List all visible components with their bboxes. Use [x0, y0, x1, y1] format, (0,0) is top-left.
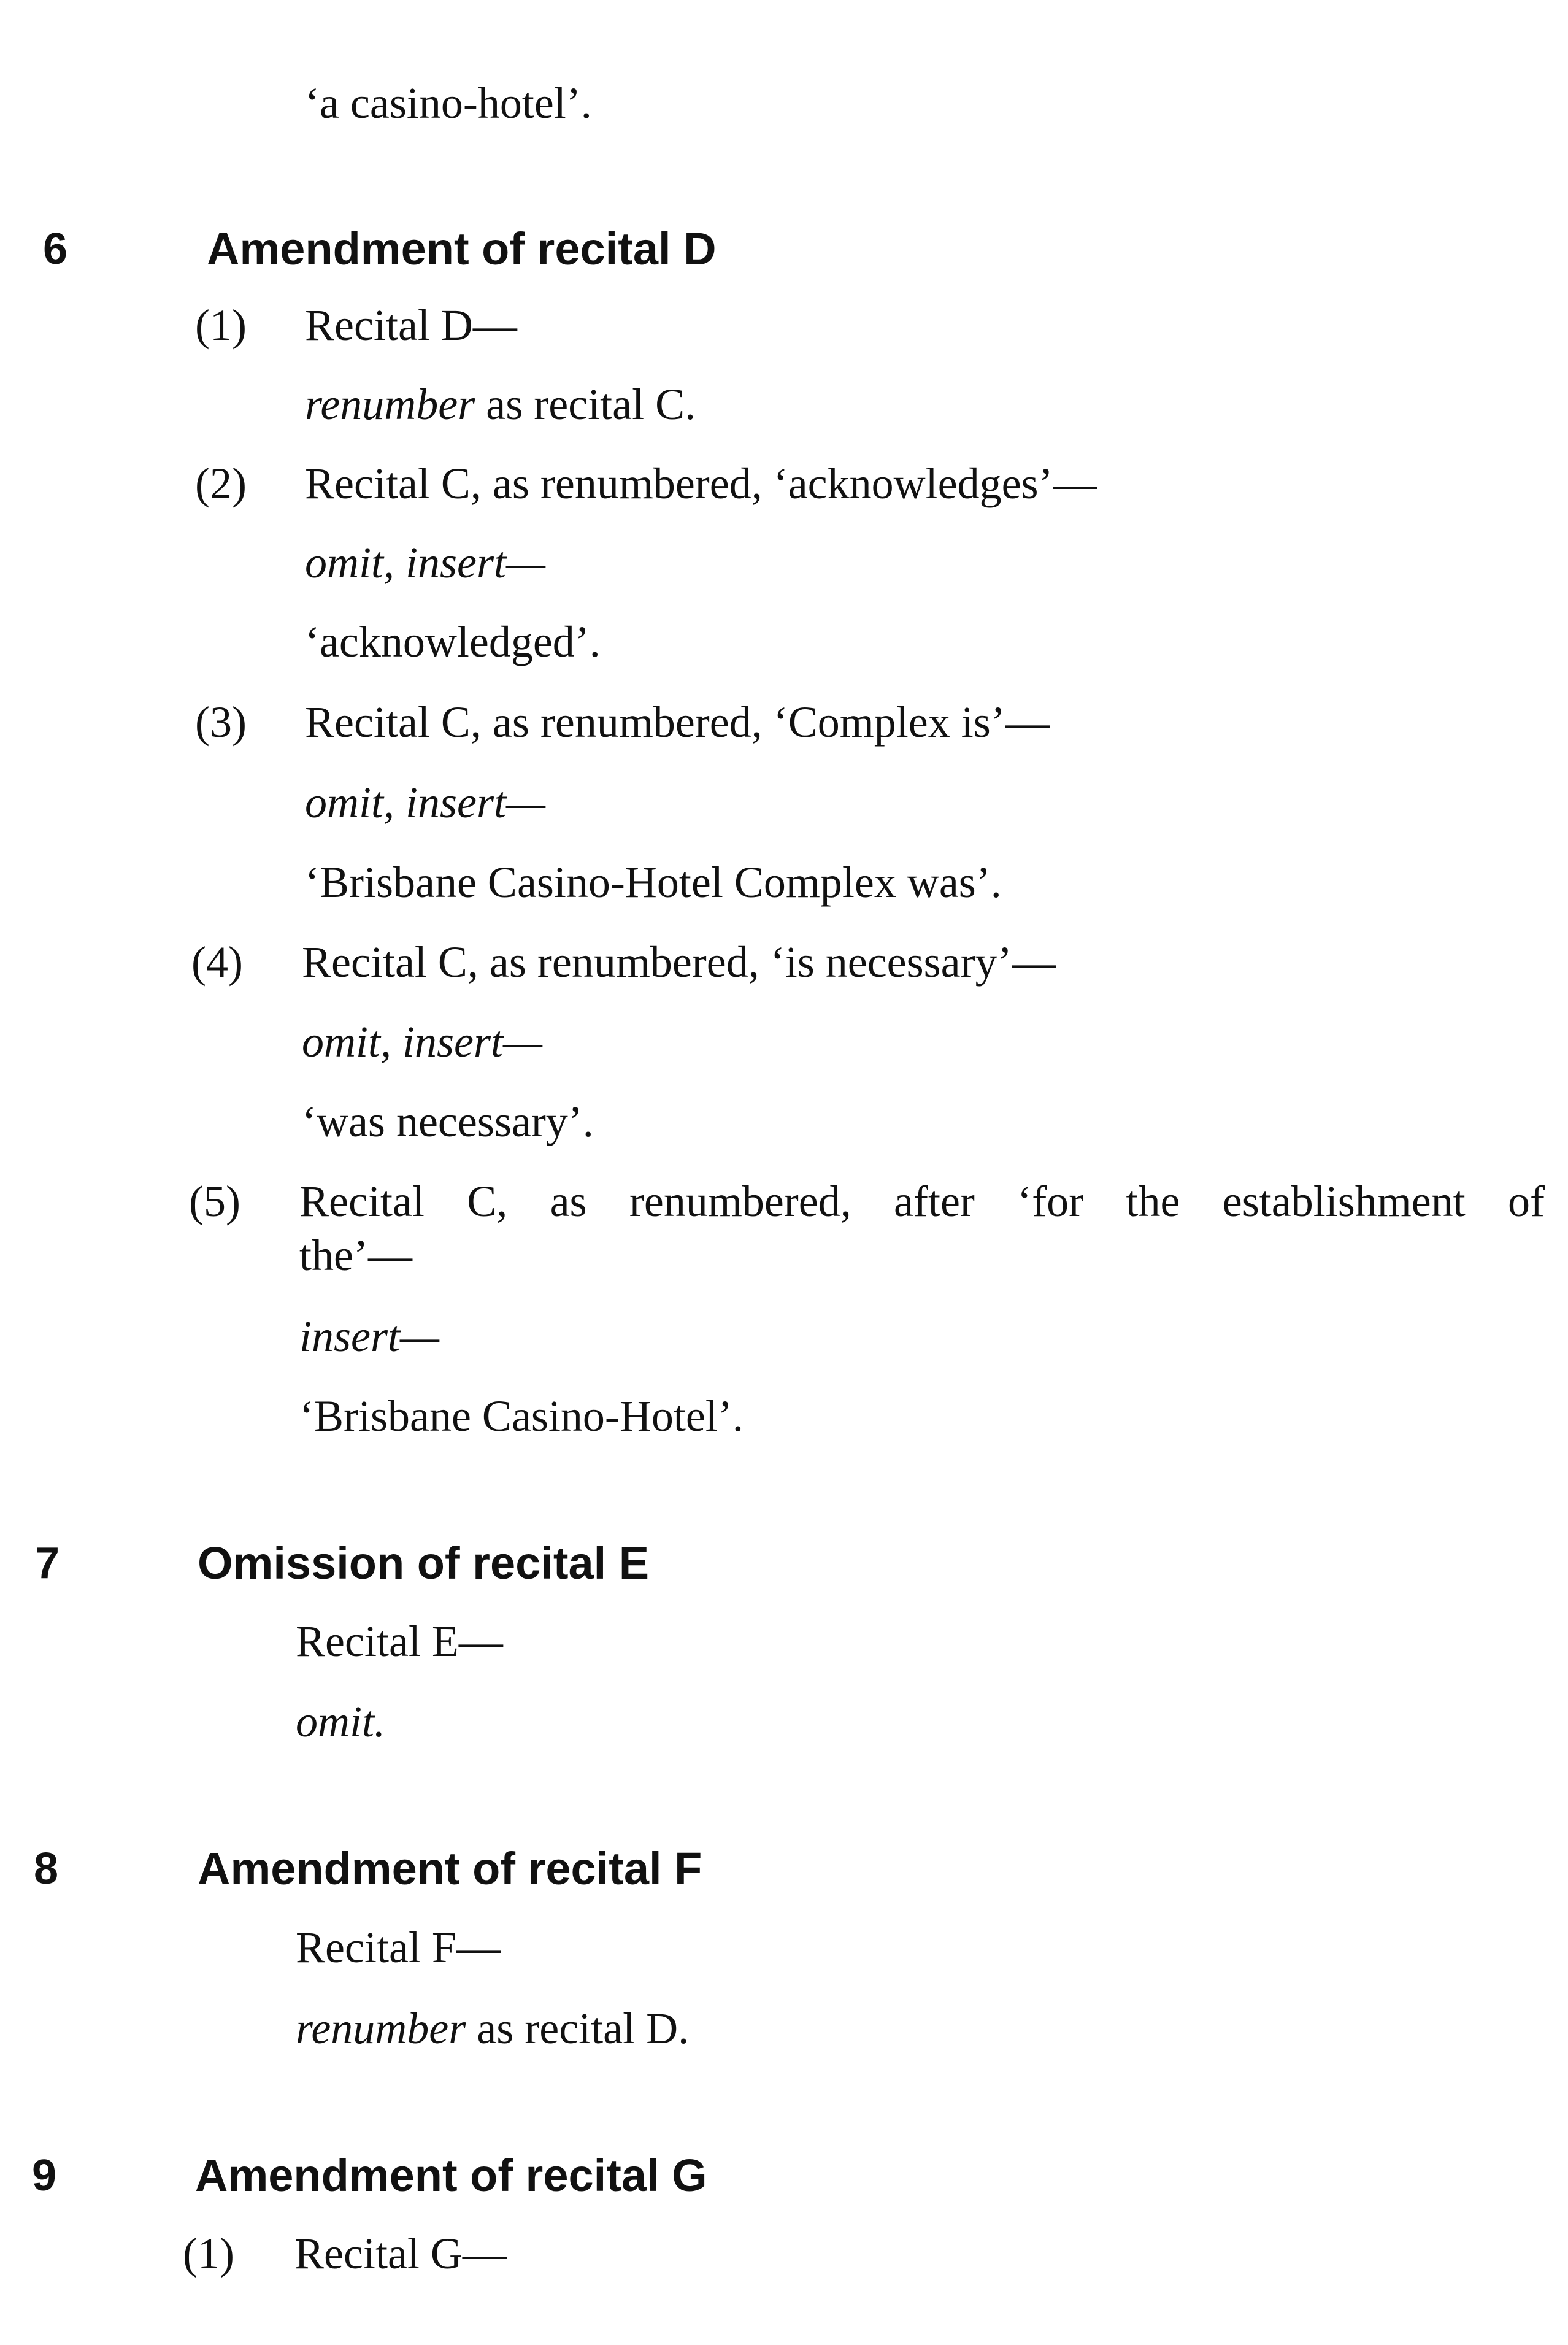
inserted-text: ‘was necessary’. [302, 1097, 594, 1146]
subsection-number: (4) [191, 938, 243, 987]
amendment-target: Recital E— [296, 1617, 503, 1666]
amendment-target: Recital C, as renumbered, ‘acknowledges’— [305, 459, 1097, 508]
amendment-action: omit, insert— [302, 1017, 543, 1066]
section-number: 8 [34, 1844, 59, 1893]
amendment-target: Recital F— [296, 1923, 501, 1972]
inserted-text: ‘Brisbane Casino-Hotel’. [299, 1392, 744, 1441]
section-number: 7 [35, 1539, 60, 1588]
subsection-number: (3) [195, 698, 247, 747]
amendment-target: Recital C, as renumbered, ‘is necessary’— [302, 938, 1056, 987]
subsection-number: (1) [195, 301, 247, 350]
amendment-target: Recital G— [294, 2229, 507, 2278]
subsection-number: (2) [195, 459, 247, 508]
section-number: 6 [43, 225, 68, 274]
section-number: 9 [32, 2151, 57, 2200]
amendment-action: renumber as recital C. [305, 380, 696, 429]
amendment-action: renumber as recital D. [296, 2004, 690, 2053]
amendment-action: omit, insert— [305, 538, 546, 587]
amendment-action: omit, insert— [305, 778, 546, 827]
amendment-target-line-2: the’— [299, 1231, 412, 1280]
amendment-target: Recital D— [305, 301, 517, 350]
continued-insert-text: ‘a casino-hotel’. [305, 79, 592, 128]
inserted-text: ‘acknowledged’. [305, 617, 601, 666]
amendment-target-line-1: Recital C, as renumbered, after ‘for the establishment of [299, 1177, 1545, 1226]
amendment-action: omit. [296, 1697, 386, 1746]
section-heading: Omission of recital E [198, 1538, 650, 1588]
subsection-number: (1) [183, 2229, 234, 2278]
section-heading: Amendment of recital G [195, 2150, 707, 2201]
inserted-text: ‘Brisbane Casino-Hotel Complex was’. [305, 858, 1002, 907]
section-heading: Amendment of recital D [207, 223, 717, 274]
section-heading: Amendment of recital F [198, 1843, 702, 1894]
amendment-action: insert— [299, 1312, 440, 1361]
subsection-number: (5) [189, 1177, 240, 1226]
amendment-target: Recital C, as renumbered, ‘Complex is’— [305, 698, 1050, 747]
